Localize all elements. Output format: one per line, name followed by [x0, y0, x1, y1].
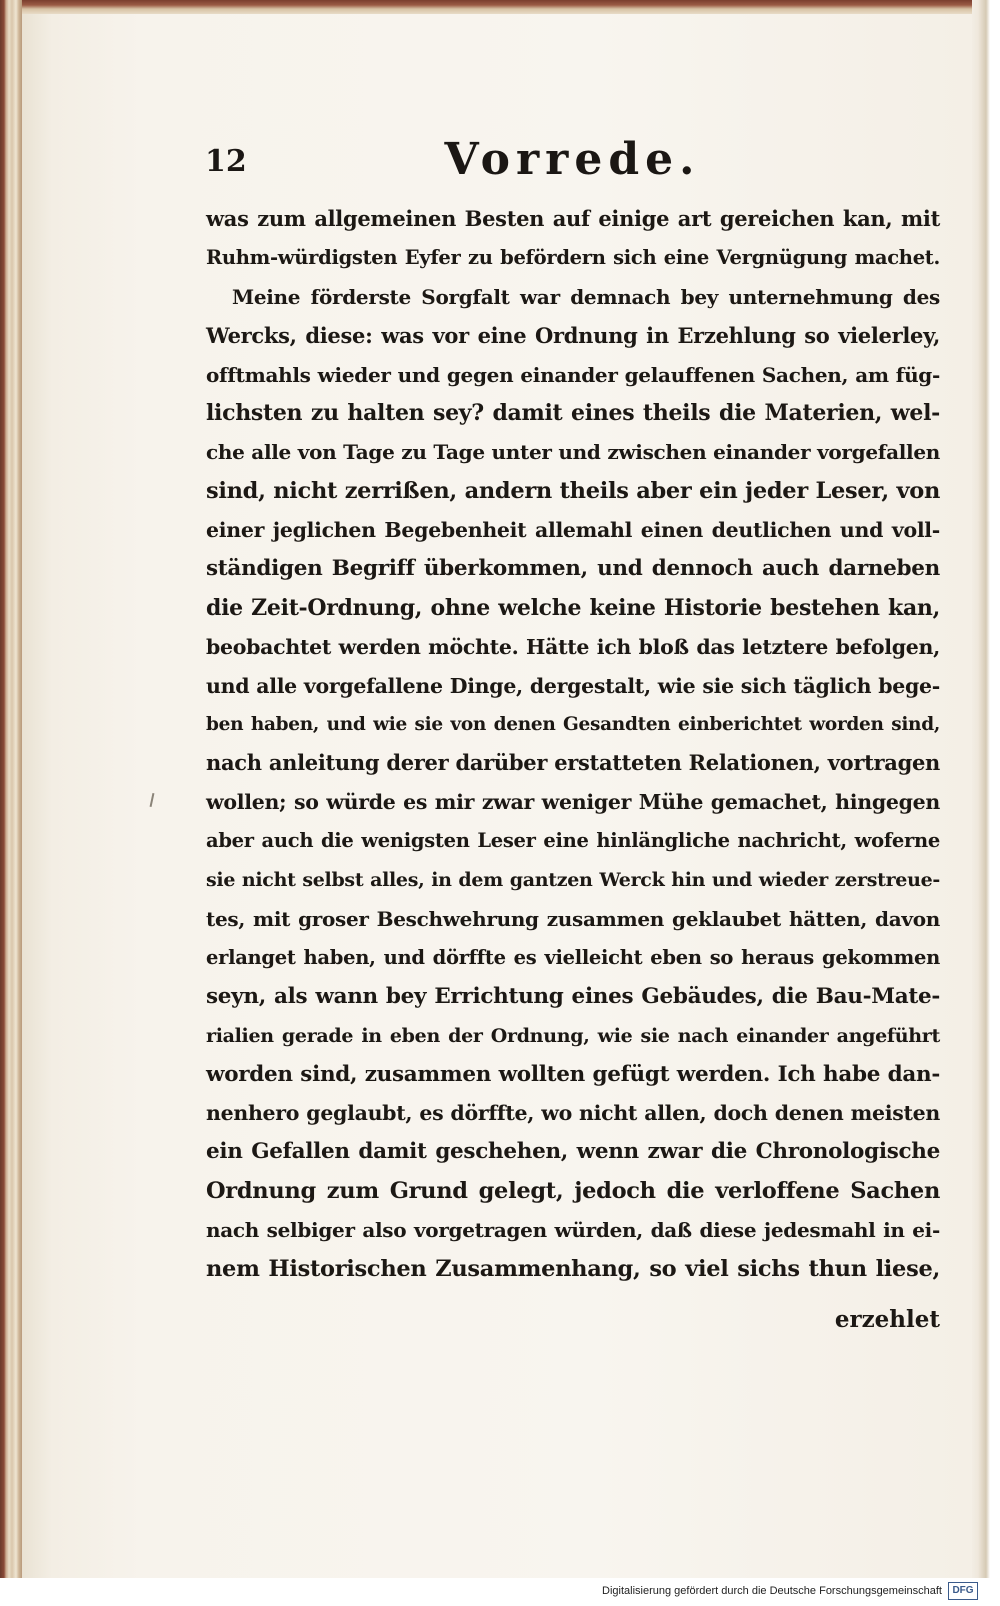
text-line: che alle von Tage zu Tage unter und zwischen einander vorgefallen [206, 440, 940, 465]
text-line: nach selbiger also vorgetragen würden, daß diese jedesmahl in ei- [206, 1218, 940, 1243]
text-line: ein Gefallen damit geschehen, wenn zwar die Chronologische [206, 1139, 940, 1165]
text-line: sind, nicht zerrißen, andern theils aber ein jeder Leser, von [206, 478, 940, 505]
page-number: 12 [205, 144, 247, 179]
book-right-edge [972, 0, 1000, 1578]
book-left-edge [0, 0, 22, 1578]
text-line: erlanget haben, und dörffte es vielleicht eben so heraus gekommen [206, 945, 940, 969]
text-line: beobachtet werden möchte. Hätte ich bloß das letztere befolgen, [206, 634, 940, 659]
catchword: erzehlet [834, 1306, 940, 1333]
dfg-logo: DFG [948, 1582, 978, 1600]
text-line: die Zeit-Ordnung, ohne welche keine Historie bestehen kan, [206, 594, 940, 621]
text-line: sie nicht selbst alles, in dem gantzen Werck hin und wieder zerstreue- [206, 869, 940, 892]
funding-credit: Digitalisierung gefördert durch die Deutsche Forschungsgemeinschaft [602, 1585, 942, 1597]
text-line: Wercks, diese: was vor eine Ordnung in Erzehlung so vielerley, [206, 322, 940, 348]
text-line: einer jeglichen Begebenheit allemahl einen deutlichen und voll- [206, 518, 940, 543]
text-line: worden sind, zusammen wollten gefügt werden. Ich habe dan- [206, 1061, 940, 1087]
text-line: Ordnung zum Grund gelegt, jedoch die verloffene Sachen [206, 1178, 940, 1205]
running-head: Vorrede. [444, 134, 701, 185]
text-line: nach anleitung derer darüber erstatteten Relationen, vortragen [206, 750, 940, 776]
text-line: lichsten zu halten sey? damit eines theils die Materien, wel- [206, 400, 940, 427]
text-line: tes, mit groser Beschwehrung zusammen geklaubet hätten, davon [206, 907, 940, 932]
text-line: ben haben, und wie sie von denen Gesandten einberichtet worden sind, [206, 713, 940, 735]
text-line: Meine förderste Sorgfalt war demnach bey unternehmung des [232, 284, 940, 309]
text-line: Ruhm-würdigsten Eyfer zu befördern sich eine Vergnügung machet. [206, 245, 940, 269]
text-line: wollen; so würde es mir zwar weniger Mühe gemachet, hingegen [206, 790, 940, 815]
text-line: was zum allgemeinen Besten auf einige art gereichen kan, mit [206, 206, 940, 231]
text-line: seyn, als wann bey Errichtung eines Gebäudes, die Bau-Mate- [206, 983, 940, 1009]
body-text [206, 200, 940, 1289]
text-line: offtmahls wieder und gegen einander gelauffenen Sachen, am füg- [206, 362, 940, 387]
text-line: und alle vorgefallene Dinge, dergestalt, wie sie sich täglich bege- [206, 673, 940, 698]
page-header [205, 134, 940, 194]
text-line: nenhero geglaubt, es dörffte, wo nicht allen, doch denen meisten [206, 1101, 940, 1126]
text-line: ständigen Begriff überkommen, und dennoch auch darneben [206, 556, 940, 582]
text-line: rialien gerade in eben der Ordnung, wie sie nach einander angeführt [206, 1024, 940, 1047]
text-line: nem Historischen Zusammenhang, so viel sichs thun liese, [206, 1256, 940, 1283]
text-line: aber auch die wenigsten Leser eine hinlängliche nachricht, woferne [206, 829, 940, 853]
